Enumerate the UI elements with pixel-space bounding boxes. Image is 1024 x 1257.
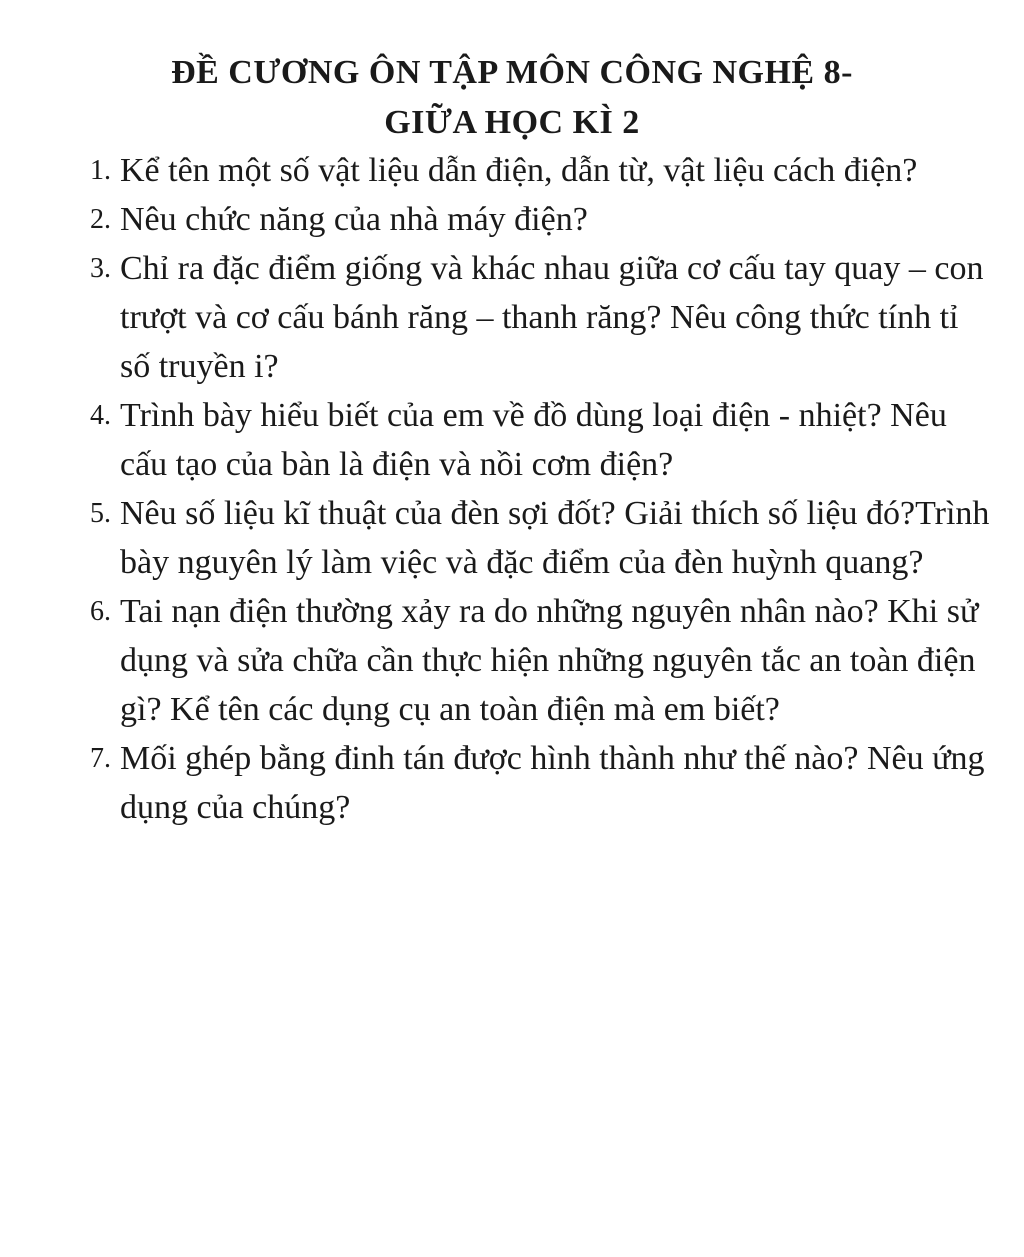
question-text: Chỉ ra đặc điểm giống và khác nhau giữa cơ cấu tay quay – con trượt và cơ cấu bánh răng – thanh răng? Nêu công thức tính tỉ số truyền i? [120,250,984,385]
question-list [90,146,990,832]
question-number: 1. [90,155,111,186]
question-number: 7. [90,743,111,774]
question-item [90,734,990,832]
question-text: Nêu chức năng của nhà máy điện? [120,201,588,238]
question-text: Tai nạn điện thường xảy ra do những nguyên nhân nào? Khi sử dụng và sửa chữa cần thực hiện những nguyên tắc an toàn điện gì? Kể tên các dụng cụ an toàn điện mà em biết? [120,593,979,728]
title-line-2: GIỮA HỌC KÌ 2 [384,104,640,141]
question-text: Mối ghép bằng đinh tán được hình thành như thế nào? Nêu ứng dụng của chúng? [120,740,985,826]
question-number: 3. [90,253,111,284]
question-item [90,244,990,391]
question-item [90,195,990,244]
question-item [90,489,990,587]
question-text: Kể tên một số vật liệu dẫn điện, dẫn từ, vật liệu cách điện? [120,152,918,189]
document-title [60,48,964,148]
question-item [90,146,990,195]
question-number: 4. [90,400,111,431]
question-number: 5. [90,498,111,529]
title-line-1: ĐỀ CƯƠNG ÔN TẬP MÔN CÔNG NGHỆ 8- [171,54,853,91]
question-text: Nêu số liệu kĩ thuật của đèn sợi đốt? Giải thích số liệu đó?Trình bày nguyên lý làm việc và đặc điểm của đèn huỳnh quang? [120,495,990,581]
question-item [90,587,990,734]
question-number: 2. [90,204,111,235]
question-text: Trình bày hiểu biết của em về đồ dùng loại điện - nhiệt? Nêu cấu tạo của bàn là điện và nồi cơm điện? [120,397,947,483]
question-item [90,391,990,489]
question-number: 6. [90,596,111,627]
